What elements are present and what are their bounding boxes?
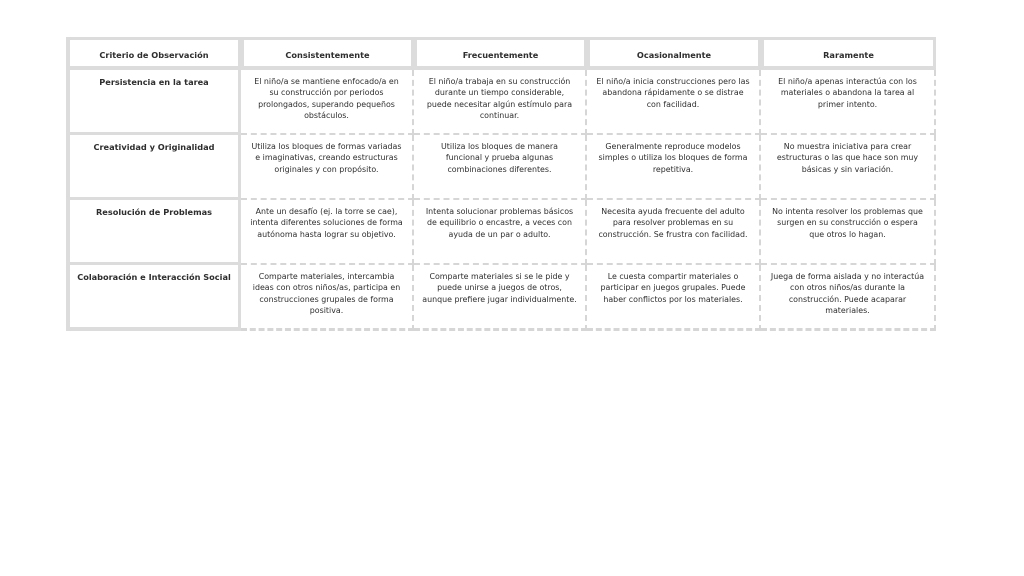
observation-rubric-table (66, 37, 936, 331)
descriptor-cell: Comparte materiales si se le pide y puede unirse a juegos de otros, aunque prefiere jugar individualmente. (414, 265, 587, 331)
descriptor-cell: El niño/a trabaja en su construcción durante un tiempo considerable, puede necesitar algún estímulo para continuar. (414, 70, 587, 135)
header-level-consistently: Consistentemente (241, 37, 414, 70)
descriptor-cell: El niño/a se mantiene enfocado/a en su construcción por periodos prolongados, superando pequeños obstáculos. (241, 70, 414, 135)
table-row (66, 265, 936, 331)
descriptor-cell: Le cuesta compartir materiales o participar en juegos grupales. Puede haber conflictos por los materiales. (587, 265, 761, 331)
descriptor-cell: Utiliza los bloques de formas variadas e imaginativas, creando estructuras originales y con propósito. (241, 135, 414, 200)
descriptor-cell: El niño/a apenas interactúa con los materiales o abandona la tarea al primer intento. (761, 70, 936, 135)
descriptor-cell: Generalmente reproduce modelos simples o utiliza los bloques de forma repetitiva. (587, 135, 761, 200)
table-row (66, 200, 936, 265)
descriptor-cell: No intenta resolver los problemas que surgen en su construcción o espera que otros lo hagan. (761, 200, 936, 265)
header-criterion: Criterio de Observación (66, 37, 241, 70)
descriptor-cell: Ante un desafío (ej. la torre se cae), intenta diferentes soluciones de forma autónoma hasta lograr su objetivo. (241, 200, 414, 265)
criterion-label: Persistencia en la tarea (66, 70, 241, 135)
descriptor-cell: Necesita ayuda frecuente del adulto para resolver problemas en su construcción. Se frustra con facilidad. (587, 200, 761, 265)
criterion-label: Resolución de Problemas (66, 200, 241, 265)
criterion-label: Creatividad y Originalidad (66, 135, 241, 200)
header-row (66, 37, 936, 70)
table-row (66, 135, 936, 200)
descriptor-cell: No muestra iniciativa para crear estructuras o las que hace son muy básicas y sin variación. (761, 135, 936, 200)
header-level-frequently: Frecuentemente (414, 37, 587, 70)
header-level-occasionally: Ocasionalmente (587, 37, 761, 70)
descriptor-cell: Juega de forma aislada y no interactúa con otros niños/as durante la construcción. Puede acaparar materiales. (761, 265, 936, 331)
descriptor-cell: Comparte materiales, intercambia ideas con otros niños/as, participa en construcciones grupales de forma positiva. (241, 265, 414, 331)
descriptor-cell: Intenta solucionar problemas básicos de equilibrio o encastre, a veces con ayuda de un par o adulto. (414, 200, 587, 265)
header-level-rarely: Raramente (761, 37, 936, 70)
descriptor-cell: El niño/a inicia construcciones pero las abandona rápidamente o se distrae con facilidad. (587, 70, 761, 135)
table-row (66, 70, 936, 135)
criterion-label: Colaboración e Interacción Social (66, 265, 241, 331)
descriptor-cell: Utiliza los bloques de manera funcional y prueba algunas combinaciones diferentes. (414, 135, 587, 200)
